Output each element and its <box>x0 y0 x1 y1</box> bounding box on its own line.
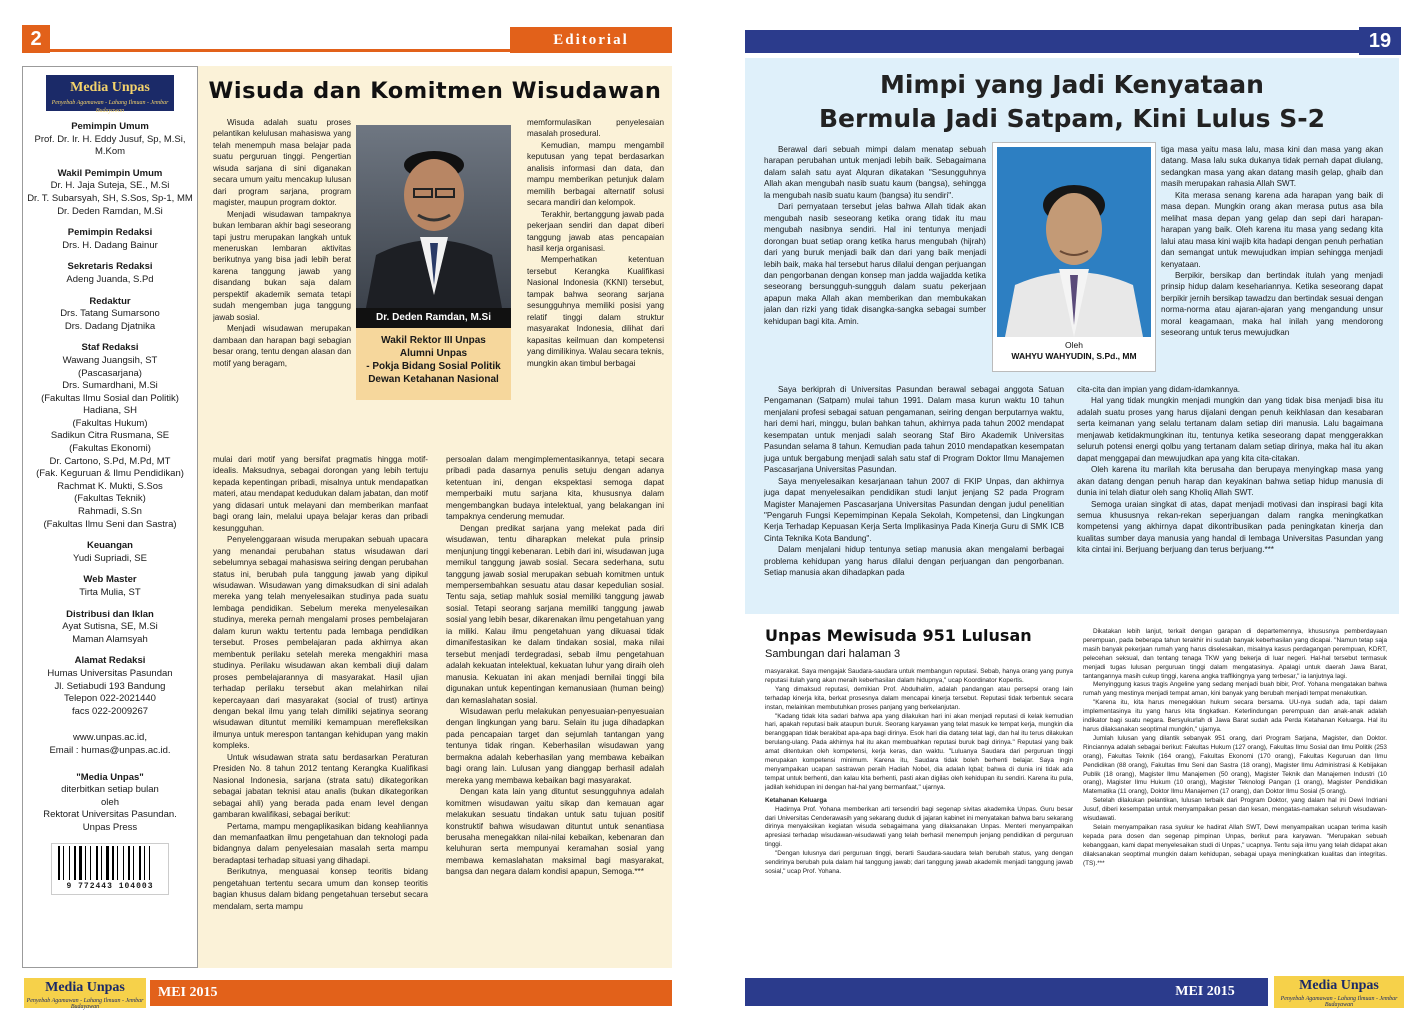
barcode-bar <box>139 846 141 880</box>
media-unpas-logo <box>46 75 174 114</box>
credential-line: - Pokja Bidang Sosial Politik <box>366 361 501 372</box>
portrait-illustration <box>356 125 511 308</box>
credential-line: Alumni Unpas <box>399 348 468 359</box>
paragraph: Dengan predikat sarjana yang melekat pada diri wisudawan, tentu diharapkan melekat pula prinsip menjunjung tinggi kebenaran. Lebih dari ini, wisudawan juga memikul tanggung jawab sosial. Secara sederhana, sutu tanggung jawab sosial merupakan sebuah komitmen untuk mempersembahkan sesuatu atau dasar kepedulian sosial. Tentu saja, setiap mahluk sosial memiliki tanggung jawab sosial. Tetapi seorang sarjana memiliki tanggung jawab sosial yang lebih besar, dikarenakan ilmu pengetahuan yang ia miliki. Kalau ilmu pengetahuan yang dikuasai tidak dimanifestasikan ke dalam tindakan sosial, maka nilai tersebut menjadi terdegradasi, sebab ilmu pengetahuan adalah kekuatan intelektual, kekuatan luhur yang diraih oleh manusia. Kekuatan ini akan menjadi bernilai tinggi bila digunakan untuk kepentingan kemanusiaan (human being) dan kemaslahatan sosial. <box>446 523 664 705</box>
masthead-role: Redaktur <box>89 295 131 307</box>
barcode-bar <box>123 846 124 880</box>
footer-logo-left <box>24 978 146 1008</box>
masthead-role: Distribusi dan Iklan <box>66 608 154 620</box>
masthead-name: Maman Alamsyah <box>72 633 148 645</box>
paragraph: masyarakat. Saya mengajak Saudara-saudara untuk membangun reputasi. Sebab, hanya orang yang punya reputasi itulah yang akan meraih keberhasilan dalam hidupnya," ucap Koordinator Kopertis. <box>765 668 1073 684</box>
masthead-name: Dr. H. Jaja Suteja, SE., M.Si <box>50 180 170 192</box>
news-subheading: Ketahanan Keluarga <box>765 796 827 804</box>
paragraph: Wisuda adalah suatu proses pelantikan kelulusan mahasiswa yang telah menempuh masa belajar pada suatu perguruan tinggi. Pengertian wisuda sarjana di sini diganakan secara umum yaitu mencakup lulusan dari program sarjana, program magister, maupun program doktor. <box>213 118 351 208</box>
masthead-role: Alamat Redaksi <box>74 655 146 667</box>
masthead-name: Hadiana, SH <box>83 405 137 417</box>
publisher-line: Rektorat Universitas Pasundan. <box>43 809 177 821</box>
credential-line: Wakil Rektor III Unpas <box>381 335 486 346</box>
paragraph: "Karena itu, kita harus menegakkan hukum secara bersama. UU-nya sudah ada, tapi dalam implementasinya itu yang harus kita tingkatkan. Keterlindungan perempuan dan anak-anak adalah indikator bagi suatu negara. Bersyukurlah di Jawa Barat sudah ada Perda Ketahanan Keluarga. Hal itu harus dilaksanakan seoptimal mungkin," ujarnya. <box>1083 699 1387 733</box>
masthead-name: (Fakultas Ilmu Seni dan Sastra) <box>43 518 177 530</box>
footer-logo-name: Media Unpas <box>45 980 125 995</box>
footer-date-left: MEI 2015 <box>158 985 218 1000</box>
paragraph: Selain menyampaikan rasa syukur ke hadirat Allah SWT, Dewi menyampaikan ucapan terima kasih kepada para dosen dan segenap pimpinan Unpas, berikut para karyawan. "Merupakan sebuah kebanggaan, kami dapat menyelesaikan studi di Unpas," ucapnya. Tentu saja ilmu yang telah didapat akan dilaksanakan seoptimal mungkin dalam kehidupan, sebagai upaya meningkatkan kualitas dan integritas. (TS).*** <box>1083 823 1387 867</box>
paragraph: Menjadi wisudawan tampaknya bukan lembaran akhir bagi seseorang tapi justru merupakan langkah untuk meneruskan lembaran aktivitas berikutnya yang bisa jadi lebih berat karena tanggung jawab yang disandang bukan saja dalam perspektif akademik semata tetapi sudah mengemban juga tanggung jawab sosial. <box>213 209 351 322</box>
feature-col1 <box>764 384 1064 610</box>
barcode-bar <box>133 846 134 880</box>
photo-name-caption: Dr. Deden Ramdan, M.Si <box>356 308 511 328</box>
footer-logo-name: Media Unpas <box>1299 978 1379 993</box>
paragraph: Semoga uraian singkat di atas, dapat menjadi motivasi dan inspirasi bagi kita semua khususnya rekan-rekan seperjuangan dalam rangka meningkatkan kompetensi yang akhirnya dapat dikontribusikan pada peningkatan kinerja dan kualitas sumber daya manusia yang handal di lembaga Universitas Pasundan yang kita cintai ini. Berjuang berjuang dan terus berjuang.*** <box>1077 499 1383 555</box>
paragraph: Untuk wisudawan strata satu berdasarkan Peraturan Presiden No. 8 tahun 2012 tentang Kerangka Kualifikasi Nasional Indonesia, sarjana (strata satu) dikategorikan sebagai jabatan teknisi atau analis (bukan dikategorikan sebagai ahli) yang berada pada enam level dengan gambaran kwalifikasi, sebagai berikut: <box>213 752 428 820</box>
masthead-role: Pemimpin Umum <box>71 121 149 132</box>
barcode-bar <box>96 846 98 880</box>
barcode-bar <box>128 846 130 880</box>
masthead-name: (Fakultas Ekonomi) <box>69 443 151 455</box>
portrait-illustration <box>997 147 1151 337</box>
feature-title-line2: Bermula Jadi Satpam, Kini Lulus S-2 <box>819 104 1325 133</box>
paragraph: Berawal dari sebuah mimpi dalam menatap sebuah harapan perubahan untuk menjadi lebih baik. Sebagaimana dalam salah satu ayat Alquran dikatakan "Sesungguhnya Allah akan mengubah nasib suatu kaum (bangsa), sehingga la mengubah nasib suatu kaum (bangsa) itu sendiri". <box>764 145 986 200</box>
barcode-bar <box>58 846 60 880</box>
masthead-role: Sekretaris Redaksi <box>67 261 153 273</box>
masthead-role: Keuangan <box>87 540 133 552</box>
masthead-name: Tirta Mulia, ST <box>79 587 141 598</box>
masthead-name: (Fakultas Ilmu Sosial dan Politik) <box>41 392 179 404</box>
barcode-bar <box>112 846 114 880</box>
author-name: WAHYU WAHYUDIN, S.Pd., MM <box>1011 351 1137 361</box>
paragraph: Hal yang tidak mungkin menjadi mungkin dan yang tidak bisa menjadi bisa itu adalah suatu proses yang harus dijalani dengan penuh keikhlasan dan kesabaran serta keimanan yang selalu tertanam dalam setiap diri manusia. Lalu bagaimana menjawab ketidakmungkinan itu, tentunya ketika seseorang dapat menggerakkan seluruh potensi energi qolbu yang tertanam dalam setiap dirinya, maka hal itu akan dapat menggapai dan mewujudkan apa yang kita cita-citakan. <box>1077 396 1383 463</box>
footer-logo-tagline: Penyebab Agamawan - Lahang Ilmuan - Jembar Budayawan <box>1280 996 1398 1008</box>
news-subtitle: Sambungan dari halaman 3 <box>765 648 901 660</box>
footer-logo-tagline: Penyebab Agamawan - Lahang Ilmuan - Jembar Budayawan <box>26 998 144 1010</box>
news-col2 <box>1083 628 1387 968</box>
barcode-bar <box>117 846 118 880</box>
feature-title-line1: Mimpi yang Jadi Kenyataan <box>880 70 1264 99</box>
masthead-name: Drs. Sumardhani, M.Si <box>62 380 158 392</box>
publisher-line: diterbitkan setiap bulan <box>61 784 159 796</box>
masthead-list <box>27 121 193 718</box>
paragraph: Dengan kata lain yang dituntut sesungguhnya adalah komitmen wisudawan yaitu sikap dan kemauan agar melakukan sesuatu tindakan untuk satu tujuan positif konstruktif bahwa wisudawan dituntut untuk senantiasa berusaha menegakkan nilai-nilai kebaikan, kebenaran dan keluhuran serta mempunyai keramahan sosial yang membawa kemaslahatan maksimal bagi masyarakat, bangsa dan negara dalam kondisi apapun, Semoga.*** <box>446 787 664 877</box>
barcode-bar <box>144 846 145 880</box>
left-page-number: 2 <box>22 25 50 53</box>
paragraph: Dikatakan lebih lanjut, terkait dengan garapan di departemennya, khususnya pemberdayaan perempuan, pada beberapa tahun terakhir ini sudah banyak keberhasilan yang dicapai. "Namun tetap saja masih banyak pekerjaan rumah yang harus diselesaikan, misalnya kasus perdagangan perempuan, KDRT, pelecehan seksual, dan tentang tenaga TKW yang bekerja di luar negeri. Hal-hal tersebut termasuk menjadi tugas lulusan perguruan tinggi dalam mengatasinya. Apalagi untuk daerah Jawa Barat, tantangannya masih cukup tinggi, karena angka traffikingnya yang terbesar," ia lanjutnya lagi. <box>1083 628 1387 680</box>
publisher-line: oleh <box>101 796 119 808</box>
editorial-col1 <box>213 454 428 966</box>
paragraph: Dalam menjalani hidup tentunya setiap manusia akan mengalami berbagai problema kehidupan yang harus dilalui dengan perjuangan dan pengorbanan. Setiap manusia akan dihadapkan pada <box>764 545 1064 578</box>
paragraph: Saya berkiprah di Universitas Pasundan berawal sebagai anggota Satuan Pengamanan (Satpam) mulai tahun 1991. Dalam masa kurun waktu 10 tahun menjalani profesi sebagai satuan pengamanan, seiring dengan berputarnya waktu, hari demi hari, minggu, bulan bahkan tahun, akhirnya pada tahun 2002 mendapat kesempatan untuk menjadi salah seorang Staf Biro Akademik Universitas Pasundan selama 8 tahun. Kemudian pada tahun 2010 mendapatkan kesempatan juga untuk bergabung menjadi salah satu staf di Program Doktor Ilmu Manajemen Pascasarjana Universitas Pasundan. <box>764 385 1064 475</box>
paragraph: cita-cita dan impian yang didam-idamkannya. <box>1077 385 1241 394</box>
paragraph: Memperhatikan ketentuan tersebut Kerangka Kualifikasi Nasional Indonesia (KKNI) tersebut, tampak bahwa seorang sarjana sesungguhnya memiliki posisi yang relatif tinggi dalam struktur masyarakat Indonesia, dilihat dari kapasitas keilmuan dan kompetensi yang dimilikinya. Walau secara teknis, mungkin akan timbul berbagai <box>527 255 664 368</box>
paragraph: Berikutnya, menguasai konsep teoritis bidang pengetahuan tertentu secara umum dan konsep teoritis bagian khusus dalam bidang pengetahuan tersebut secara mendalam, serta mampu <box>213 867 428 911</box>
barcode-bar <box>149 846 150 880</box>
editorial-col2-top <box>527 117 664 453</box>
paragraph: Penyelenggaraan wisuda merupakan sebuah upacara yang menandai perubahan status wisudawan dari sebelumnya sebagai mahasiswa seiring dengan perubahan status ini, berubah pula tanggung jawab yang dipikul wisudawan. Wisudawan yang dimaksudkan di sini adalah mereka yang telah menyelesaikan studinya pada suatu lembaga pendidikan. Sebelum mereka menyelesaikan studinya, mereka pernah mengalami proses pembelajaran dalam kurun waktu tertentu pada lembaga pendidikan tersebut. Proses pembelajaran pada akhirnya akan membentuk perilaku setelah mereka mengakhiri masa studinya. Perilaku wisudawan akan kembali diuji dalam proses pembelajarannya di masyarakat. Hasil ujian terhadap perilaku tersebut akan melahirkan nilai kepercayaan dari masyarakat (social of trust) artinya dengan bekal ilmu yang telah dimiliki sejatinya seorang wisudawan dituntut memiliki kemampuan merefleksikan ilmunya untuk merespon tantangan kehidupan yang makin kompleks. <box>213 535 428 751</box>
masthead-name: Jl. Setiabudi 193 Bandung <box>54 680 166 692</box>
masthead-name: Dr. Cartono, S.Pd, M.Pd, MT <box>49 455 171 467</box>
masthead-name: Prof. Dr. Ir. H. Eddy Jusuf, Sp, M.Si, M.Kom <box>34 133 186 158</box>
paragraph: Berpikir, bersikap dan bertindak itulah yang menjadi prinsip hidup dalam kesehariannya. Ketika seseorang dapat berpikir jernih bersikap tawadzu dan bertindak sesuai dengan norma-norma atau ajaran-ajaran yang mengandung unsur moral keagamaan, maka hal inilah yang mendorong seseorang untuk terus mewujudkan <box>1161 270 1383 338</box>
paragraph: Oleh karena itu marilah kita berusaha dan berupaya menyingkap masa yang akan datang dengan penuh harap dan keyakinan bahwa setiap hidup manusia di dunia ini telah diatur oleh sang Kholiq Allah SWT. <box>1077 465 1383 498</box>
editorial-title: Wisuda dan Komitmen Wisudawan <box>208 78 662 104</box>
paragraph: Kemudian, mampu mengambil keputusan yang tepat berdasarkan analisis informasi dan data, dan mampu memberikan petunjuk dalam memilih berbagai alternatif solusi secara mandiri dan kelompok. <box>527 140 664 208</box>
masthead-role: Pemimpin Redaksi <box>67 227 153 239</box>
paragraph: "Dengan lulusnya dari perguruan tinggi, berarti Saudara-saudara telah berubah status, yang dengan sendirinya berubah pula dalam hal tanggung jawab; dari tanggung jawab akademik menjadi tanggung jawab sosial," ucap Prof. Yohana. <box>765 850 1073 875</box>
barcode-bar <box>101 846 102 880</box>
feature-col1-top <box>764 144 986 384</box>
news-col1 <box>765 668 1073 968</box>
barcode-bars <box>56 846 164 882</box>
barcode-bar <box>85 846 86 880</box>
masthead-name: (Fakultas Hukum) <box>72 417 148 429</box>
masthead-name: (Fakultas Teknik) <box>74 493 146 505</box>
masthead-role: Staf Redaksi <box>81 342 139 354</box>
masthead-name: Drs. H. Dadang Bainur <box>62 239 158 251</box>
email: Email : humas@unpas.ac.id. <box>49 744 171 756</box>
masthead-name: Rahmadi, S.Sn <box>78 506 142 518</box>
paragraph: Setelah dilakukan pelantikan, lulusan terbaik dari Program Doktor, yang dalam hal ini Dewi Indriani Jusuf, diberi kesempatan untuk menyampaikan pesan dan kesan, mengatas-namakan seluruh wisudawan-wisudawati. <box>1083 797 1387 823</box>
barcode-bar <box>69 846 70 880</box>
right-page-number: 19 <box>1359 27 1401 55</box>
author-photo <box>997 147 1151 337</box>
section-label: Editorial <box>510 27 672 53</box>
paragraph: Menjadi wisudawan merupakan dambaan dan harapan bagi sebagian besar orang, tentu dengan alasan dan motif yang beragam, <box>213 324 351 368</box>
paragraph: Yang dimaksud reputasi, demikian Prof. Abdulhalim, adalah pandangan atau persepsi orang lain terhadap kinerja kita, berkat prosesnya dalam mencapai kinerja tersebut. Reputasi tidak terbentuk secara instan, melainkan membutuhkan proses panjang yang berkelanjutan. <box>765 685 1073 711</box>
barcode-bar <box>79 846 82 880</box>
masthead-name: facs 022-2009267 <box>71 705 149 717</box>
news-title: Unpas Mewisuda 951 Lulusan <box>765 626 1032 645</box>
barcode-bar <box>63 846 64 880</box>
masthead-name: Drs. Dadang Djatnika <box>64 320 156 332</box>
masthead-name: (Fak. Keguruan & Ilmu Pendidikan) <box>36 468 184 480</box>
masthead-name: Adeng Juanda, S.Pd <box>66 273 154 285</box>
paragraph: Hadirnya Prof. Yohana memberikan arti tersendiri bagi segenap sivitas akademika Unpas. Guru besar dari Universitas Cenderawasih yang sekarang duduk di jajaran kabinet ini menyatakan bahwa baru sekarang dirinya menyaksikan kegiatan wisuda sebagaimana yang dilaksanakan Unpas. Menteri menyampaikan apresiasi terhadap wisudawan-wisudawati yang telah berhasil menempuh jenjang pendidikan di perguruan tinggi. <box>765 805 1073 849</box>
footer-date-right: MEI 2015 <box>1175 984 1235 999</box>
masthead-role: Web Master <box>83 574 137 586</box>
paragraph: Menyinggung kasus tragis Angeline yang sedang menjadi buah bibir, Prof. Yohana mengatakan bahwa rumah yang mestinya menjadi tempat aman, kini banyak yang berubah menjadi tempat menakutkan. <box>1083 681 1387 698</box>
masthead-name: Drs. Tatang Sumarsono <box>60 308 160 320</box>
paragraph: Kita merasa senang karena ada harapan yang baik di masa depan. Mungkin orang akan merasa putus asa bila melihat masa depan yang gelap dan sepi dari harapan-harapan yang baik. Oleh karena itu masa yang sedang kita lalui atau masa kini wajib kita hadapi dengan penuh perhatian dan semangat untuk mewujudkan impian sehingga menjadi kenyataan. <box>1161 190 1383 269</box>
masthead-name: Ayat Sutisna, SE, M.Si <box>62 621 158 633</box>
publisher-lines <box>27 784 193 834</box>
publisher-line: Unpas Press <box>82 821 138 833</box>
author-byline-label: Oleh <box>1065 340 1083 350</box>
publisher-title: "Media Unpas" <box>76 771 144 783</box>
feature-col2-top <box>1161 144 1383 384</box>
barcode-bar <box>106 846 109 880</box>
editorial-col1-top <box>213 117 351 453</box>
masthead-name: Humas Universitas Pasundan <box>47 667 173 679</box>
barcode-bar <box>74 846 76 880</box>
footer-logo-right <box>1274 976 1404 1008</box>
barcode-bar <box>90 846 91 880</box>
masthead-name: Wawang Juangsih, ST <box>62 354 158 366</box>
feature-col2 <box>1077 384 1383 610</box>
masthead-name: Yudi Supriadi, SE <box>73 552 147 564</box>
paragraph: "Kadang tidak kita sadari bahwa apa yang dilakukan hari ini akan menjadi reputasi di kelak kemudian hari, apakah reputasi baik ataupun buruk. Seorang karyawan yang telat masuk ke tempat kerja, mungkin dia beranggapan tidak berakibat apa-apa bagi dirinya. Esok hari dia datang telat lagi, dan hal itu terus dilakukan berulang-ulang. Pada akhirnya hal itu akan membuahkan reputasi buruk bagi dirinya." Reputasi yang baik amat ditentukan oleh kompetensi, kerja keras, dan waktu. "Luluanya Saudara dari perguruan tinggi merupakan kompetensi minimum. Karena itu, Saudara tidak boleh berhenti belajar. Saya ingin menyampaikan ucapan sastrawan peraih Hadiah Nobel, dia adalah Iqbal; bahwa di dunia ini tidak ada tempat untuk berhenti, dan kalau kita berhenti, pasti akan digilas oleh kehidupan itu sendiri. Karena itu pula, jadilah kehidupan ini dengan hal-hal yang bermanfaat," ujarnya. <box>765 712 1073 791</box>
masthead-name: Sadikun Citra Rusmana, SE <box>50 430 170 442</box>
masthead-name: Telepon 022-2021440 <box>64 693 156 705</box>
paragraph: Pertama, mampu mengaplikasikan bidang keahliannya dan memanfaatkan ilmu pengetahuan dan teknologi pada bidangnya dalam penyelesaian masalah serta mampu beradaptasi terhadap situasi yang dihadapi. <box>213 821 428 865</box>
masthead-sidebar <box>22 66 198 968</box>
paragraph: persoalan dalam mengimplementasikannya, tetapi secara pribadi pada dasarnya penulis setuju dengan adanya ketentuan ini, dengan ekspektasi semoga dapat memperbaiki mutu sarjana kita, khususnya dalam mengembangkan budaya intelektual, yang belakangan ini tampaknya cenderung memudar. <box>446 455 664 522</box>
barcode-number: 9 772443 104003 <box>66 881 154 891</box>
logo-name: Media Unpas <box>70 80 150 95</box>
right-header-bar <box>745 30 1359 53</box>
logo-tagline: Penyebab Agamawan - Lahang Ilmuan - Jembar Budayawan <box>51 100 169 114</box>
paragraph: Wisudawan perlu melakukan penyesuaian-penyesuaian dengan lingkungan yang baru. Selain itu juga dihadapkan pada pencapaian target dan sejumlah tantangan yang tentunya tidak ringan. Keberhasilan wisudawan yang bermakna adalah keberhasilan yang membawa kebaikan bagi orang lain. Lulusan yang dianggap berhasil adalah mereka yang membawa kebaikan bagi masyarakat. <box>446 706 664 785</box>
paragraph: mulai dari motif yang bersifat pragmatis hingga motif-idealis. Maksudnya, sebagai dorongan yang lebih tertuju kepada kepentingan pribadi, misalnya untuk mendapatkan materi, atau mendapat kedudukan dalam jabatan, dan motif yang didasari untuk melayani dan memberikan manfaat bagi orang lain, melalui upaya belajar keras dan pribadi kesungguhan. <box>213 455 428 533</box>
barcode <box>51 843 169 895</box>
editorial-col2 <box>446 454 664 966</box>
paragraph: memformulasikan penyelesaian masalah prosedural. <box>527 118 664 139</box>
paragraph: Saya menyelesaikan kesarjanaan tahun 2007 di FKIP Unpas, dan akhirnya juga dapat menyelesaikan pendidikan studi lanjut jenjang S2 pada Program Magister Manajemen Pascasarjana Universitas Pasundan dengan judul penelitian "Pengaruh Fungsi Kepemimpinan Kepala Sekolah, Kompetensi, dan Lingkungan Kerja Terhadap Kepuasan Kerja Serta Implikasinya Pada Kinerja Guru di SMK ICB Cinta Teknika Kota Bandung". <box>764 476 1064 543</box>
author-photo <box>356 125 511 308</box>
credential-line: Dewan Ketahanan Nasional <box>368 374 499 385</box>
masthead-role: Wakil Pemimpin Umum <box>57 167 163 179</box>
paragraph: Jumlah lulusan yang dilantik sebanyak 951 orang, dari Program Sarjana, Magister, dan Doktor. Rinciannya adalah sebagai berikut: Fakultas Hukum (127 orang), Fakultas Ilmu Sosial dan Ilmu Politik (253 orang), Fakultas Teknik (164 orang), Fakultas Ekonomi (170 orang), Fakultas Keguruan dan Ilmu Pendidikan (88 orang), Fakultas Ilmu Seni dan Sastra (18 orang), Magister Ilmu Administrasi & Kebijakan Publik (18 orang), Magister Ilmu Manajemen (50 orang), Magister Teknik dan Manajemen Industri (10 orang), Magister Ilmu Hukum (10 orang), Magister Teknologi Pangan (1 orang), Magister Pendidikan Matematika (11 orang), Doktor Ilmu Manajemen (17 orang), dan Doktor Ilmu Sosial (5 orang). <box>1083 734 1387 796</box>
paragraph: Dari pernyataan tersebut jelas bahwa Allah tidak akan mengubah nasib seseorang ketika orang tidak itu mau mengubah nasibnya sendiri. Hal ini tentunya menjadi dorongan buat setiap orang ketika harus mengubah (hijrah) dari yang buruk menjadi baik dan dari yang baik menjadi lebih baik, maka hal tersebut harus dilalui dengan perjuangan dan pengorbanan dengan konsep man jadda wajjadda ketika seseorang bersungguh-sungguh dalam suatu pekerjaan apapun maka Allah akan memberikan dan membukakan jalan dan rizki yang tidak disangka-sangka sebagai sumber kehidupan bagi kita. Amin. <box>764 202 986 326</box>
masthead-name: Rachmat K. Mukti, S.Sos <box>57 480 163 492</box>
paragraph: tiga masa yaitu masa lalu, masa kini dan masa yang akan datang. Masa lalu suka dukanya tidak pernah dapat diulang, sedangkan masa yang akan datang masih gelap, ghaib dan masih merupakan rahasia Allah SWT. <box>1161 145 1383 189</box>
author-credentials <box>356 328 511 400</box>
paragraph: Terakhir, bertanggung jawab pada pekerjaan sendiri dan dapat diberi tanggung jawab atas pencapaian hasil kerja organisasi. <box>527 209 664 253</box>
website: www.unpas.ac.id, <box>73 732 147 744</box>
masthead-name: Dr. T. Subarsyah, SH, S.Sos, Sp-1, MM <box>27 192 193 204</box>
masthead-name: (Pascasarjana) <box>78 367 142 379</box>
masthead-name: Dr. Deden Ramdan, M.Si <box>57 205 163 217</box>
